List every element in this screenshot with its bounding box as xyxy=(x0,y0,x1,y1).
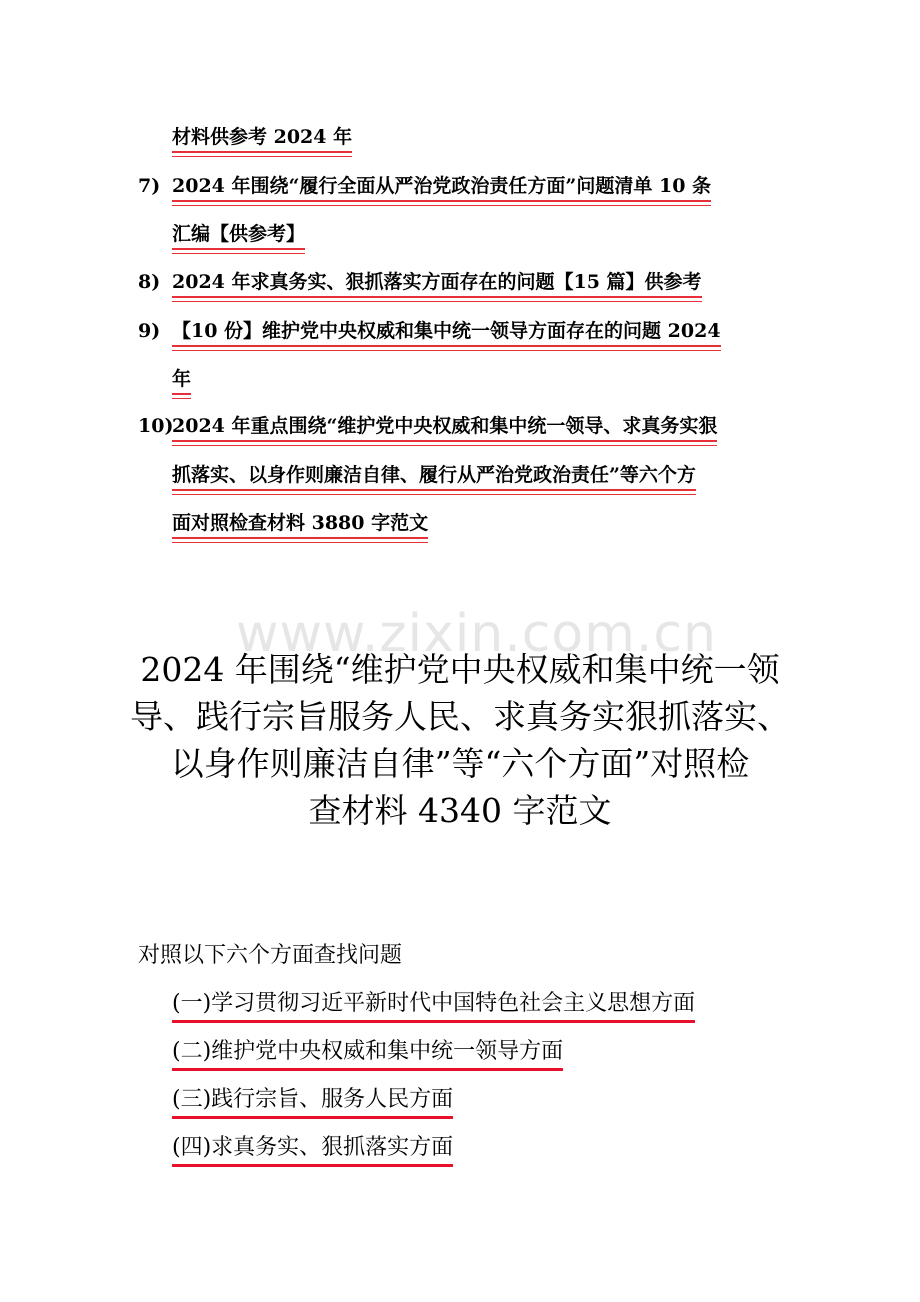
aspect-item: (三)践行宗旨、服务人民方面 xyxy=(172,1085,453,1119)
title-line: 2024 年围绕“维护党中央权威和集中统一领 xyxy=(140,650,780,689)
title-line: 以身作则廉洁自律”等“六个方面”对照检 xyxy=(170,744,750,783)
toc-number: 8) xyxy=(138,271,161,293)
toc-number: 9) xyxy=(138,320,161,342)
document-title xyxy=(120,646,800,834)
toc-link-line[interactable]: 年 xyxy=(172,366,191,395)
toc-link-line[interactable]: 抓落实、以身作则廉洁自律、履行从严治党政治责任”等六个方 xyxy=(172,462,696,491)
title-line: 查材料 4340 字范文 xyxy=(308,791,612,830)
aspect-item: (四)求真务实、狠抓落实方面 xyxy=(172,1133,453,1167)
toc-number: 7) xyxy=(138,175,161,197)
title-line: 导、践行宗旨服务人民、求真务实狠抓落实、 xyxy=(130,697,790,736)
aspect-item: (二)维护党中央权威和集中统一领导方面 xyxy=(172,1037,563,1071)
toc-link-line[interactable]: 【10 份】维护党中央权威和集中统一领导方面存在的问题 2024 xyxy=(172,318,721,347)
toc-link-line[interactable]: 2024 年重点围绕“维护党中央权威和集中统一领导、求真务实狠 xyxy=(172,413,717,442)
toc-link-line[interactable]: 面对照检查材料 3880 字范文 xyxy=(172,510,428,539)
toc-link-line[interactable]: 2024 年求真务实、狠抓落实方面存在的问题【15 篇】供参考 xyxy=(172,269,702,298)
toc-number: 10) xyxy=(138,415,174,437)
aspect-item: (一)学习贯彻习近平新时代中国特色社会主义思想方面 xyxy=(172,989,695,1023)
toc-link-line[interactable]: 材料供参考 2024 年 xyxy=(172,124,352,153)
toc-link-line[interactable]: 汇编【供参考】 xyxy=(172,221,305,250)
watermark: www.zixin.com.cn xyxy=(236,604,717,664)
toc-link-line[interactable]: 2024 年围绕“履行全面从严治党政治责任方面”问题清单 10 条 xyxy=(172,173,711,202)
intro-paragraph: 对照以下六个方面查找问题 xyxy=(138,943,403,968)
